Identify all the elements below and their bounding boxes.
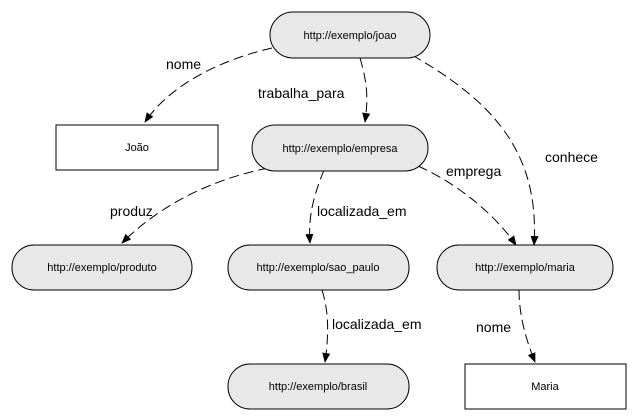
edge-empresa-produz [110,168,268,243]
edge-line [145,48,272,122]
edge-line [322,290,328,362]
node-joao [270,12,430,58]
edge-sao-paulo-localizada-em [322,290,422,362]
node-empresa [252,125,428,171]
edge-label-produz: produz [110,203,153,219]
node-sao-paulo [228,245,409,290]
edge-label-emprega: emprega [446,163,502,179]
edge-maria-nome [476,290,535,362]
node-brasil [228,364,409,409]
edge-label-nome: nome [166,56,202,72]
node-label: http://exemplo/maria [475,262,575,274]
edge-joao-nome [145,48,272,122]
node-label: http://exemplo/brasil [268,381,368,393]
edge-empresa-localizada-em [310,170,407,243]
edge-joao-conhece [412,55,598,245]
node-label: http://exemplo/produto [47,262,157,274]
edge-empresa-emprega [418,163,516,245]
node-label: http://exemplo/empresa [282,143,398,155]
edge-joao-trabalha-para [258,58,367,122]
edge-label-trabalha-para: trabalha_para [258,85,345,101]
edge-line [360,58,367,122]
node-label: Maria [531,381,559,393]
node-maria [437,245,613,290]
edge-label-conhece: conhece [545,149,598,165]
edge-label-localizada-em: localizada_em [332,316,422,332]
edge-label-nome: nome [476,319,512,335]
node-label: http://exemplo/joao [303,30,397,42]
node-label: João [125,142,149,154]
edge-label-localizada-em: localizada_em [317,203,407,219]
edge-line [412,55,534,245]
node-label: http://exemplo/sao_paulo [256,262,380,274]
node-produto [12,245,192,290]
node-joao-literal [56,125,218,170]
edge-line [519,290,535,362]
node-maria-literal [465,364,626,409]
